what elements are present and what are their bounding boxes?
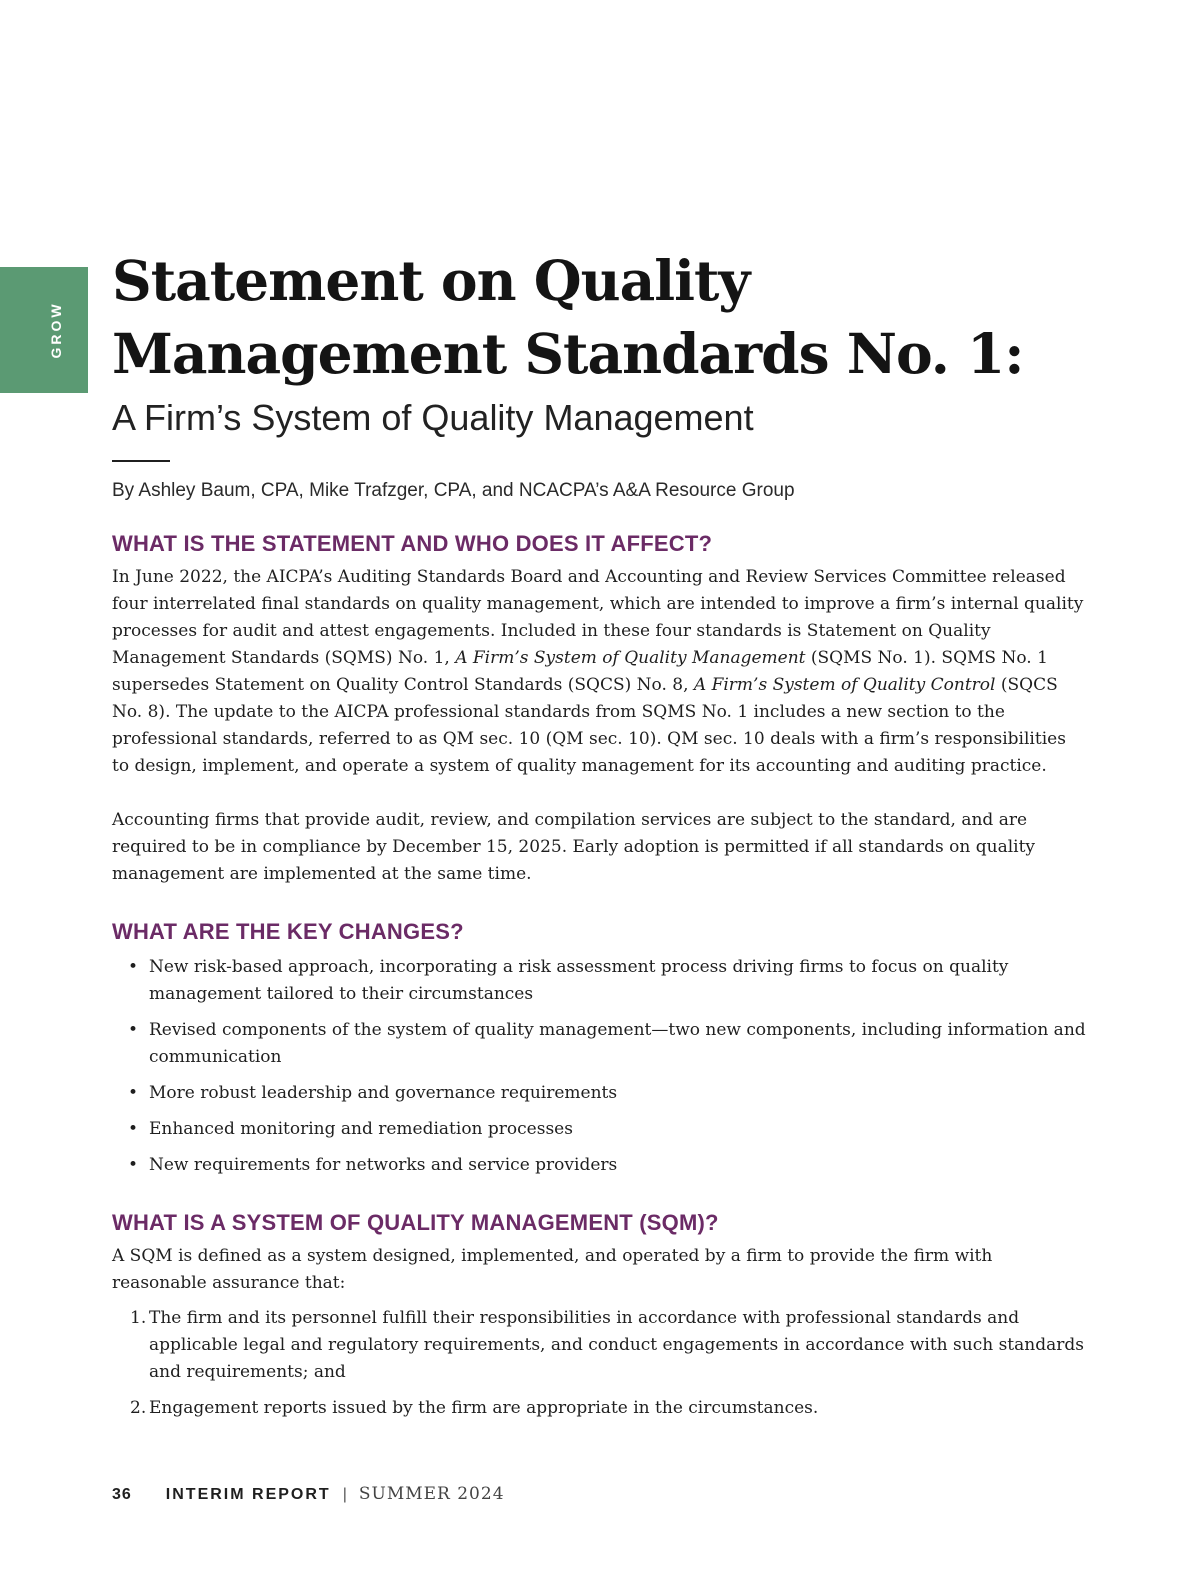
section-tab [0, 267, 88, 393]
list-item-text: Revised components of the system of quality management—two new components, including information and communication [149, 1020, 1086, 1067]
section-heading-what-is: WHAT IS THE STATEMENT AND WHO DOES IT AFFECT? [112, 531, 713, 556]
list-item [112, 1116, 1087, 1143]
list-item [112, 1152, 1087, 1179]
list-item-text: The firm and its personnel fulfill their responsibilities in accordance with professional standards and applicable legal and regulatory requirements, and conduct engagements in accordance with such standards and requirements; and [149, 1308, 1084, 1382]
key-changes-list [112, 954, 1087, 1179]
list-item [112, 1017, 1087, 1071]
paragraph-compliance: Accounting firms that provide audit, review, and compilation services are subject to the standard, and are required to be in compliance by December 15, 2025. Early adoption is permitted if all standards on quality management are implemented at the same time. [112, 810, 1036, 884]
section-heading-key-changes: WHAT ARE THE KEY CHANGES? [112, 919, 464, 944]
list-item [112, 1080, 1087, 1107]
article-title: Statement on Quality Management Standards No. 1: [112, 248, 1024, 386]
list-item-text: New requirements for networks and service providers [149, 1155, 618, 1175]
page-number: 36 [112, 1486, 132, 1503]
paragraph-sqm-intro: A SQM is defined as a system designed, implemented, and operated by a firm to provide the firm with reasonable assurance that: [112, 1246, 993, 1293]
page-footer [112, 1484, 505, 1504]
publication-title: A Firm’s System of Quality Management [455, 648, 806, 668]
byline: By Ashley Baum, CPA, Mike Trafzger, CPA, and NCACPA’s A&A Resource Group [112, 480, 795, 501]
bullet-marker: • [128, 1020, 139, 1040]
section-tab-label: GROW [48, 301, 64, 359]
paragraph-text: In June 2022, the AICPA’s Auditing Standards Board and Accounting and Review Services Committee released four interrelated final standards on quality management, which are intended to improve a firm’s internal quality processes for audit and attest engagements. Included in these four standards is Statement on Quality Management Standards (SQMS) No. 1, [112, 567, 1084, 668]
bullet-marker: • [128, 957, 139, 977]
footer-separator: | [342, 1486, 347, 1503]
list-item-text: More robust leadership and governance requirements [149, 1083, 618, 1103]
list-item [112, 1305, 1087, 1386]
list-item-text: New risk-based approach, incorporating a risk assessment process driving firms to focus on quality management tailored to their circumstances [149, 957, 1009, 1004]
bullet-marker: • [128, 1083, 139, 1103]
paragraph-text: (SQCS No. 8). The update to the AICPA professional standards from SQMS No. 1 includes a new section to the professional standards, referred to as QM sec. 10 (QM sec. 10). QM sec. 10 deals with a firm’s responsibilities to design, implement, and operate a system of quality management for its accounting and auditing practice. [112, 675, 1066, 776]
paragraph-statement [112, 564, 1087, 780]
list-item-text: Enhanced monitoring and remediation processes [149, 1119, 573, 1139]
article-subtitle: A Firm’s System of Quality Management [112, 397, 754, 438]
list-item [112, 1395, 1087, 1422]
number-marker: 1. [130, 1308, 147, 1328]
sqm-numbered-list [112, 1305, 1087, 1422]
number-marker: 2. [130, 1398, 147, 1418]
bullet-marker: • [128, 1155, 139, 1175]
section-heading-sqm: WHAT IS A SYSTEM OF QUALITY MANAGEMENT (SQM)? [112, 1210, 719, 1235]
list-item [112, 954, 1087, 1008]
bullet-marker: • [128, 1119, 139, 1139]
issue-date: SUMMER 2024 [358, 1484, 505, 1504]
publication-name: INTERIM REPORT [165, 1486, 331, 1503]
paragraph-text: (SQMS No. 1). SQMS No. 1 supersedes Statement on Quality Control Standards (SQCS) No. 8, [112, 648, 1048, 695]
title-divider [112, 460, 170, 462]
article [112, 244, 1087, 1431]
publication-title: A Firm’s System of Quality Control [693, 675, 996, 695]
list-item-text: Engagement reports issued by the firm are appropriate in the circumstances. [149, 1398, 819, 1418]
